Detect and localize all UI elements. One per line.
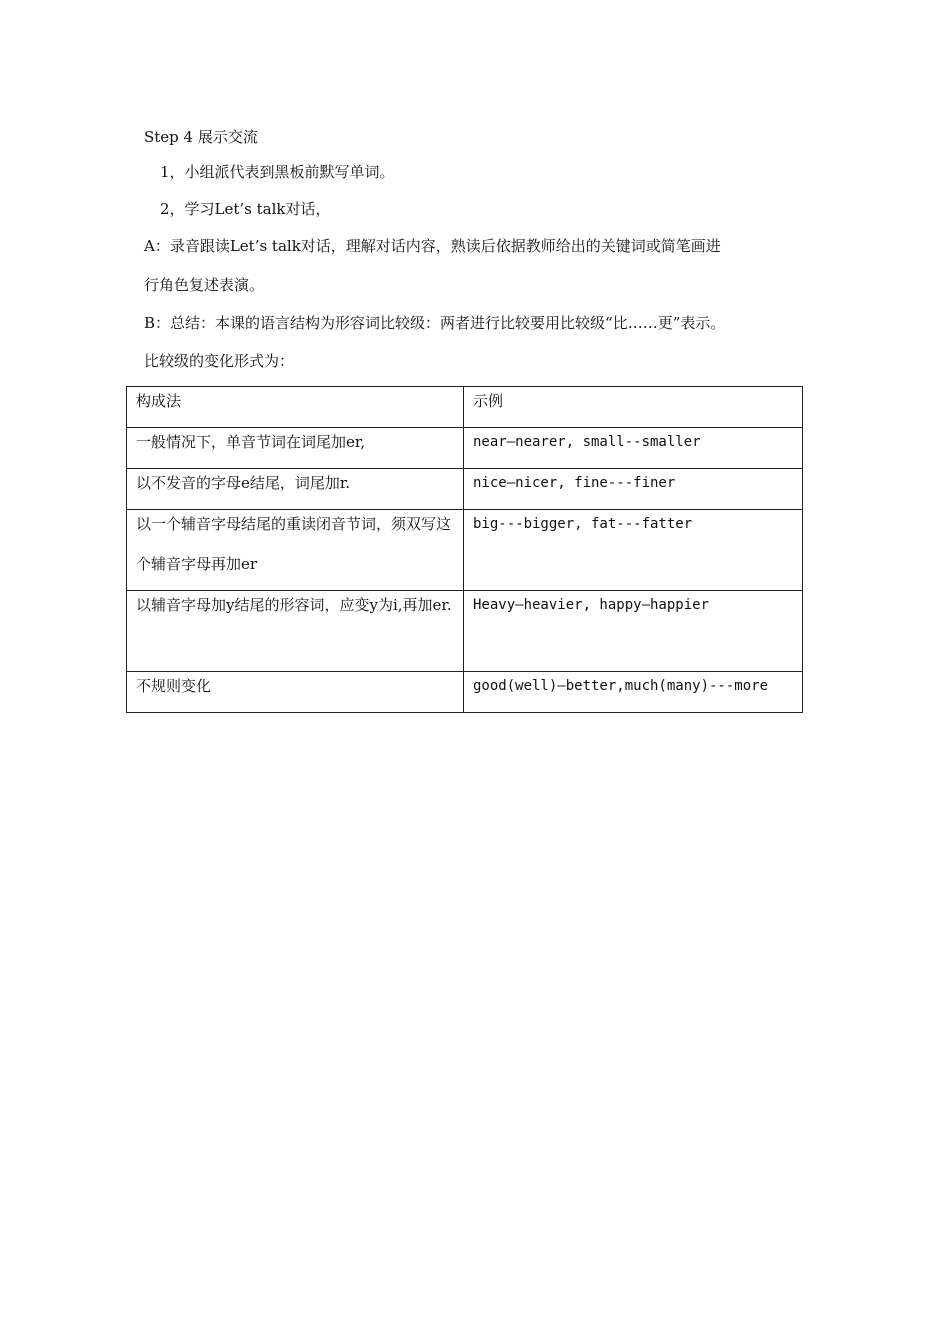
comparative-rules-table [126, 386, 803, 713]
example-cell: big---bigger, fat---fatter [464, 510, 803, 591]
example-cell: good(well)—better,much(many)---more [464, 672, 803, 713]
paragraph-a-line-2: 行角色复述表演。 [144, 276, 265, 294]
table-row [127, 591, 803, 672]
rule-cell: 以一个辅音字母结尾的重读闭音节词，须双写这个辅音字母再加er [127, 510, 464, 591]
list-item-2: 2，学习Let’s talk对话， [160, 200, 331, 218]
rule-cell: 一般情况下，单音节词在词尾加er, [127, 428, 464, 469]
list-item-1: 1，小组派代表到黑板前默写单词。 [160, 163, 395, 181]
example-cell: near—nearer, small--smaller [464, 428, 803, 469]
table-intro: 比较级的变化形式为： [144, 352, 295, 370]
table-row [127, 510, 803, 591]
header-cell-rule: 构成法 [127, 387, 464, 428]
rule-cell: 以不发音的字母e结尾，词尾加r. [127, 469, 464, 510]
example-cell: Heavy—heavier, happy—happier [464, 591, 803, 672]
header-cell-example: 示例 [464, 387, 803, 428]
rule-cell: 不规则变化 [127, 672, 464, 713]
rule-cell: 以辅音字母加y结尾的形容词，应变y为i,再加er. [127, 591, 464, 672]
paragraph-b: B：总结：本课的语言结构为形容词比较级：两者进行比较要用比较级“比……更”表示。 [144, 314, 726, 332]
paragraph-a-line-1: A：录音跟读Let’s talk对话，理解对话内容，熟读后依据教师给出的关键词或简笔画进 [144, 237, 721, 255]
table-row [127, 672, 803, 713]
step-heading: Step 4 展示交流 [144, 128, 258, 146]
example-cell: nice—nicer, fine---finer [464, 469, 803, 510]
